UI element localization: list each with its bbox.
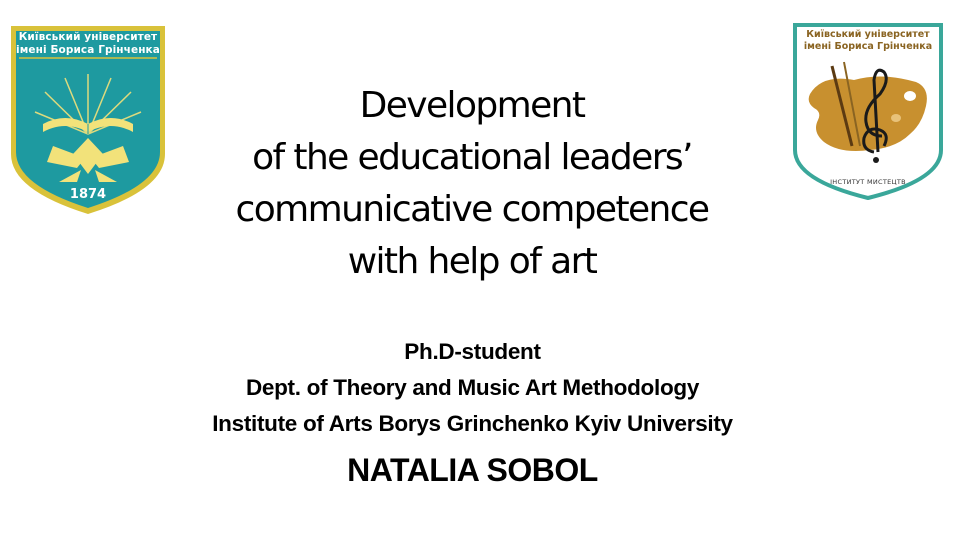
right-logo-institute-label: ІНСТИТУТ МИСТЕЦТВ <box>830 178 906 186</box>
left-logo-year: 1874 <box>69 187 107 202</box>
title-line-4: with help of art <box>347 241 597 282</box>
right-logo-text-line1: Київський університет <box>806 29 930 40</box>
author-position: Ph.D-student <box>404 339 541 364</box>
author-name: NATALIA SOBOL <box>347 452 598 488</box>
left-logo-text-line2: імені Бориса Грінченка <box>16 44 160 56</box>
institute-emblem <box>792 22 944 200</box>
university-emblem <box>7 22 169 218</box>
right-logo-text-line2: імені Бориса Грінченка <box>803 41 933 52</box>
left-logo-text-line1: Київський університет <box>18 31 158 43</box>
title-line-1: Development <box>359 85 585 126</box>
author-institute: Institute of Arts Borys Grinchenko Kyiv University <box>212 411 733 436</box>
author-affiliation <box>100 334 845 442</box>
presentation-title <box>172 80 772 288</box>
title-line-2: of the educational leaders’ <box>252 137 692 178</box>
title-line-3: communicative competence <box>235 189 709 230</box>
author-department: Dept. of Theory and Music Art Methodology <box>245 375 700 400</box>
